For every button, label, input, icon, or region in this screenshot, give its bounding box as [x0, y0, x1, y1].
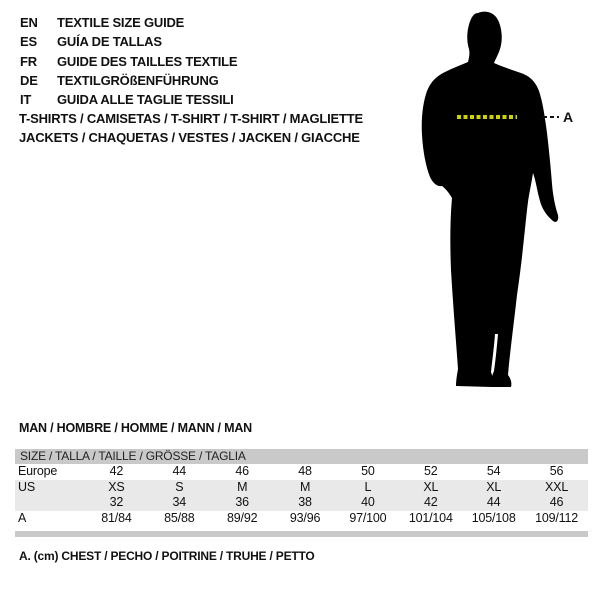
size-cell: 52	[424, 464, 438, 478]
lang-code: FR	[20, 53, 37, 69]
size-cell: 50	[361, 464, 375, 478]
size-row-inches	[15, 495, 588, 511]
size-cell: XL	[423, 479, 439, 494]
lang-label: GUIDE DES TAILLES TEXTILE	[57, 53, 238, 69]
size-cell: 46	[235, 464, 249, 478]
size-cell: 105/108	[471, 510, 516, 525]
size-cell: L	[364, 479, 372, 494]
size-cell: 101/104	[408, 510, 453, 525]
man-silhouette	[422, 12, 558, 387]
lang-code: DE	[20, 72, 38, 88]
lang-row-es	[20, 32, 237, 51]
lang-row-de	[20, 71, 237, 90]
row-label: US	[18, 479, 35, 494]
size-cell: M	[299, 479, 311, 494]
man-silhouette-figure	[395, 0, 600, 410]
lang-label: TEXTILGRÖßENFÜHRUNG	[57, 72, 219, 88]
size-cell: 97/100	[349, 510, 387, 525]
measure-label-a: A	[563, 109, 574, 125]
footnote-chest: A. (cm) CHEST / PECHO / POITRINE / TRUHE / PETTO	[19, 549, 315, 563]
size-cell: 56	[549, 464, 564, 478]
lang-row-it	[20, 90, 237, 109]
size-cell: 46	[549, 495, 564, 509]
section-title-man: MAN / HOMBRE / HOMME / MANN / MAN	[19, 421, 252, 435]
size-cell: 36	[235, 495, 249, 509]
lang-row-en	[20, 13, 237, 32]
lang-row-fr	[20, 52, 237, 71]
language-title-list	[20, 13, 237, 109]
size-row-us	[15, 480, 588, 496]
size-cell: 38	[298, 495, 312, 509]
size-row-a-chest	[15, 511, 588, 527]
size-cell: 48	[298, 464, 312, 478]
size-cell: 44	[486, 495, 501, 509]
size-table	[15, 449, 588, 526]
lang-code: ES	[20, 34, 37, 50]
size-cell: XL	[486, 479, 502, 494]
row-label: Europe	[18, 464, 58, 478]
size-cell: S	[175, 479, 184, 494]
lang-label: TEXTILE SIZE GUIDE	[57, 15, 185, 30]
size-cell: 85/88	[164, 510, 195, 525]
size-cell: 81/84	[101, 510, 132, 525]
size-row-europe	[15, 464, 588, 480]
size-cell: 109/112	[535, 510, 578, 525]
size-cell: 42	[109, 464, 124, 478]
size-cell: 89/92	[227, 510, 258, 525]
lang-code: EN	[20, 15, 38, 30]
size-cell: 54	[486, 464, 501, 478]
size-cell: XS	[108, 479, 125, 494]
lang-label: GUIDA ALLE TAGLIE TESSILI	[57, 92, 234, 108]
table-bottom-bar	[15, 531, 588, 537]
category-line-jackets: JACKETS / CHAQUETAS / VESTES / JACKEN / GIACCHE	[19, 130, 360, 145]
lang-label: GUÍA DE TALLAS	[57, 34, 162, 50]
size-cell: 44	[172, 464, 187, 478]
size-cell: 93/96	[289, 510, 321, 525]
size-cell: XXL	[545, 479, 569, 494]
size-cell: 40	[361, 495, 375, 509]
size-cell: 42	[424, 495, 438, 509]
category-line-tshirts: T-SHIRTS / CAMISETAS / T-SHIRT / T-SHIRT / MAGLIETTE	[19, 111, 363, 126]
size-cell: 32	[109, 495, 124, 509]
size-cell: 34	[172, 495, 187, 509]
lang-code: IT	[20, 92, 32, 108]
size-table-header: SIZE / TALLA / TAILLE / GRÖSSE / TAGLIA	[15, 449, 588, 464]
row-label: A	[18, 510, 27, 525]
size-cell: M	[237, 479, 248, 494]
